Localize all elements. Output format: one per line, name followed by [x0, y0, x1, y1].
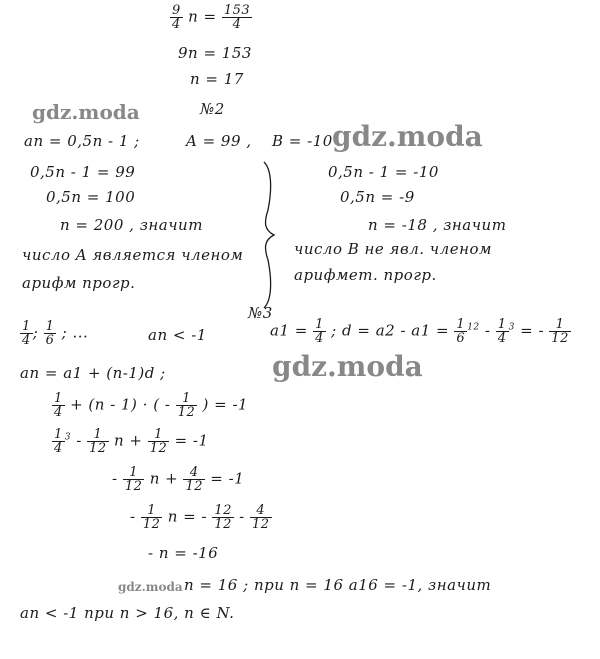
- task-2-b-value: B = -10: [272, 132, 333, 150]
- equals-sign: =: [520, 321, 534, 340]
- step-3-end: = -1: [210, 469, 245, 488]
- step-5: - n = -16: [148, 544, 219, 562]
- task-2-left-1: 0,5n - 1 = 99: [30, 163, 136, 181]
- step-3-n: n +: [149, 469, 179, 488]
- fraction: $\frac{12}{12}$: [214, 503, 232, 532]
- step-2: [52, 428, 209, 455]
- fraction: $\frac{1}{4}$: [54, 427, 63, 456]
- variable-text: n =: [188, 7, 217, 26]
- a1-prefix: a1 =: [270, 321, 308, 340]
- watermark-1: gdz.moda: [32, 100, 140, 124]
- sequence-tail: ; ...: [61, 323, 89, 342]
- nth-term-formula: an = a1 + (n-1)d ;: [20, 364, 166, 382]
- fraction: $\frac{1}{4}$: [497, 317, 507, 346]
- minus-sign: -: [76, 431, 82, 450]
- task-2-left-5: арифм прогр.: [22, 274, 136, 292]
- step-4: [130, 504, 272, 531]
- superscript: 3: [508, 322, 515, 333]
- sequence-line: $\frac{1}{4}$ ; $\frac{1}{6}$ ; ...: [22, 319, 89, 348]
- fraction: $\frac{4}{12}$: [252, 503, 270, 532]
- condition: an < -1: [148, 326, 207, 344]
- step-6: n = 16 ; при n = 16 a16 = -1, значит: [184, 576, 492, 594]
- fraction: $\frac{9}{4}$: [172, 3, 181, 32]
- minus-sign: -: [112, 469, 118, 488]
- fraction: $\frac{1}{4}$: [22, 319, 31, 348]
- fraction: $\frac{1}{12}$: [177, 391, 196, 420]
- task-2-right-1: 0,5n - 1 = -10: [328, 163, 439, 181]
- fraction: $\frac{1}{12}$: [551, 317, 569, 346]
- minus-sign: -: [538, 321, 545, 340]
- task-2-a-value: A = 99 ,: [186, 132, 252, 150]
- top-line-2: 9n = 153: [178, 44, 252, 62]
- fraction: $\frac{1}{12}$: [89, 427, 107, 456]
- a1-d-line: [270, 318, 571, 345]
- step-3: [112, 466, 244, 493]
- fraction: $\frac{1}{4}$: [54, 391, 63, 420]
- step-7: an < -1 при n > 16, n ∈ N.: [20, 604, 235, 622]
- task-3-label: №3: [248, 304, 273, 322]
- task-2-right-3: n = -18 , значит: [368, 216, 507, 234]
- watermark-3: gdz.moda: [272, 350, 423, 383]
- minus-sign: -: [484, 321, 491, 340]
- task-2-right-4: число B не явл. членом: [294, 240, 492, 258]
- step-2-n: n +: [113, 431, 143, 450]
- step-4-n: n = -: [167, 507, 208, 526]
- fraction: $\frac{1}{12}$: [124, 465, 143, 494]
- brace-divider: [258, 160, 278, 310]
- fraction: $\frac{4}{12}$: [185, 465, 204, 494]
- task-2-left-2: 0,5n = 100: [46, 188, 136, 206]
- fraction: $\frac{1}{12}$: [149, 427, 168, 456]
- top-line-3: n = 17: [190, 70, 244, 88]
- superscript: 3: [64, 432, 72, 443]
- fraction: $\frac{1}{4}$: [315, 317, 324, 346]
- top-line-1: [170, 4, 252, 31]
- task-2-right-2: 0,5n = -9: [340, 188, 415, 206]
- d-text: ; d = a2 - a1 =: [331, 321, 450, 340]
- step-1: [52, 392, 248, 419]
- task-2-left-4: число A является членом: [22, 246, 244, 264]
- task-2-label: №2: [200, 100, 225, 118]
- fraction: $\frac{1}{6}$: [45, 319, 55, 348]
- task-2-formula: an = 0,5n - 1 ;: [24, 132, 140, 150]
- fraction: $\frac{1}{12}$: [142, 503, 161, 532]
- task-2-left-3: n = 200 , значит: [60, 216, 203, 234]
- fraction: $\frac{1}{6}$: [456, 317, 466, 346]
- minus-sign: -: [130, 507, 136, 526]
- superscript: 12: [467, 322, 480, 333]
- watermark-4: gdz.moda: [118, 580, 183, 594]
- task-2-right-5: арифмет. прогр.: [294, 266, 437, 284]
- step-1-mid: + (n - 1) · ( -: [70, 395, 171, 414]
- minus-sign: -: [239, 507, 245, 526]
- step-2-end: = -1: [174, 431, 209, 450]
- watermark-2: gdz.moda: [332, 120, 483, 153]
- fraction: $\frac{153}{4}$: [223, 3, 251, 32]
- step-1-end: ) = -1: [202, 395, 249, 414]
